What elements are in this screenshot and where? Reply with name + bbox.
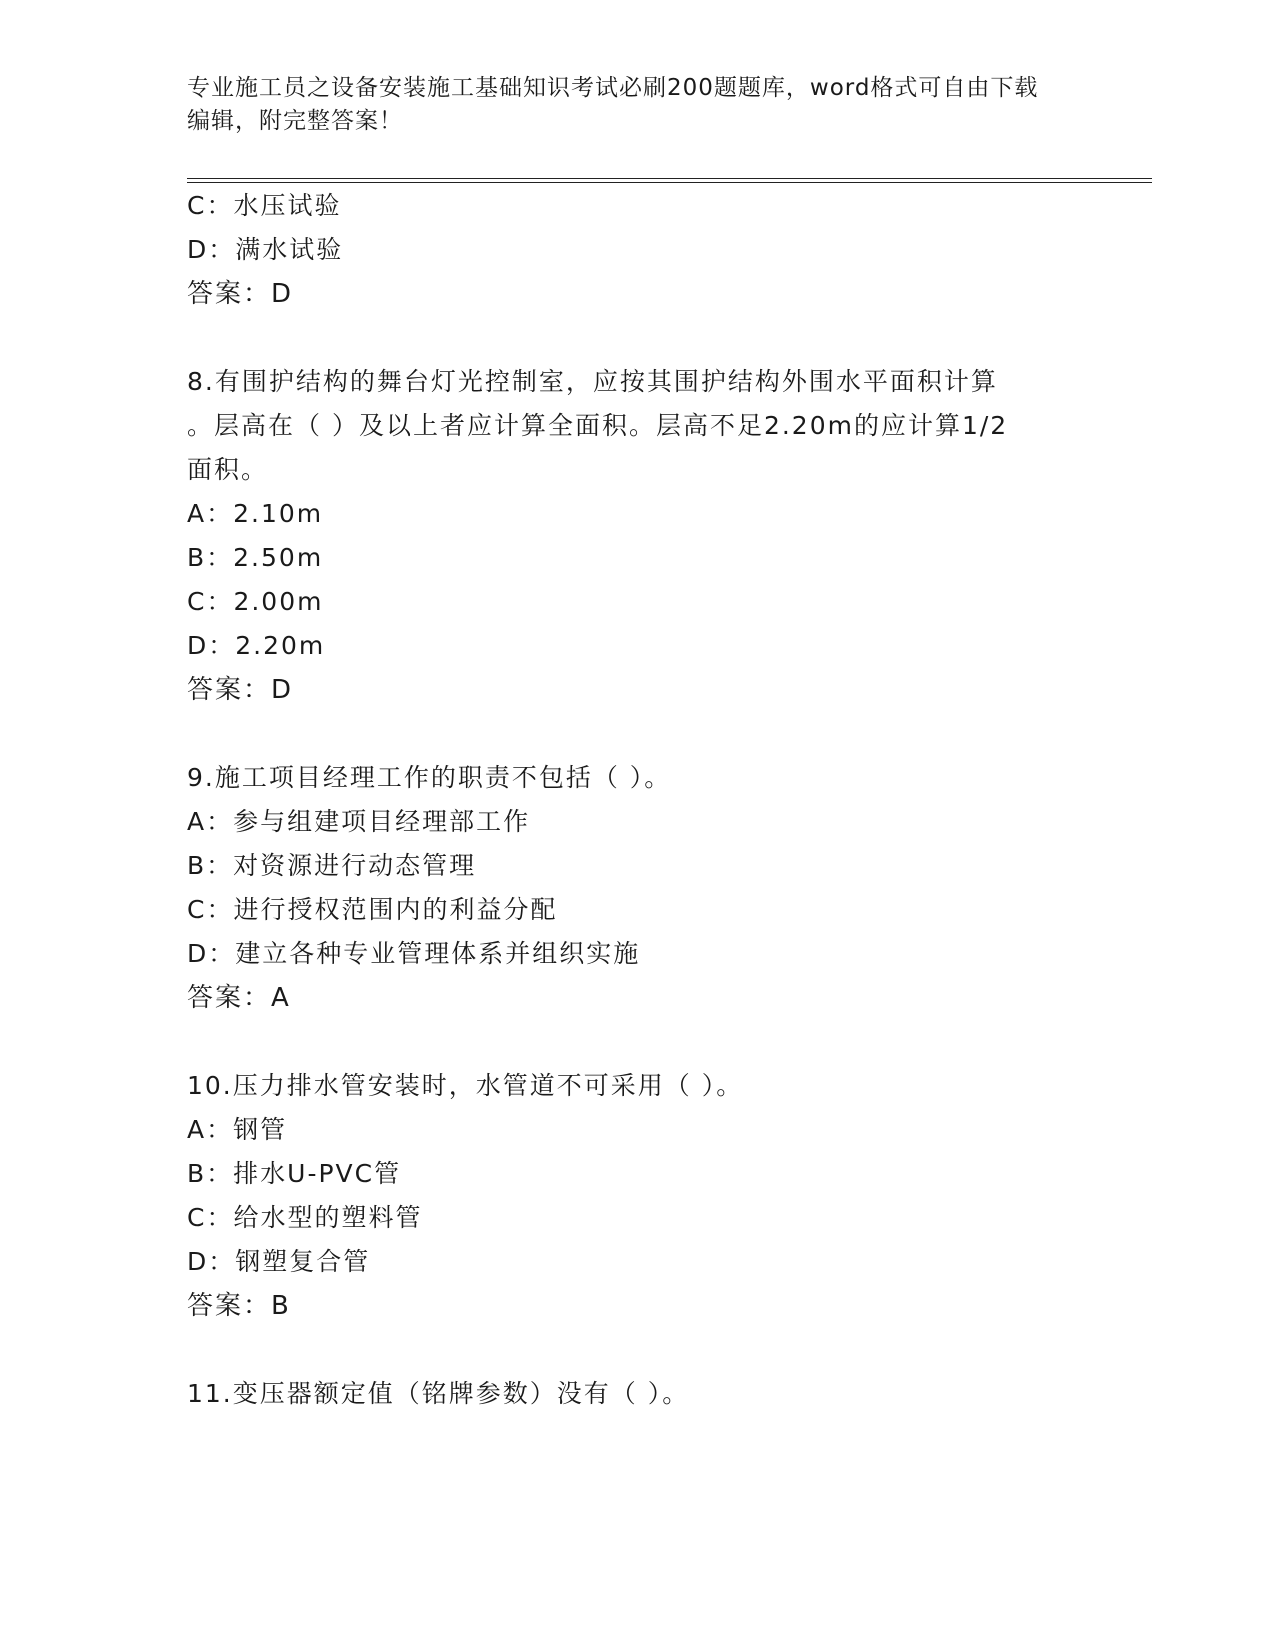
q10-answer: 答案：B — [187, 1291, 291, 1321]
header-line-2: 编辑，附完整答案！ — [187, 108, 403, 134]
q10-option-a: A：钢管 — [187, 1115, 288, 1144]
q8-option-c: C：2.00m — [187, 587, 324, 616]
q9-answer: 答案：A — [187, 983, 291, 1013]
q8-answer: 答案：D — [187, 675, 294, 705]
q10-option-b: B：排水U-PVC管 — [187, 1159, 402, 1188]
q9-option-a: A：参与组建项目经理部工作 — [187, 807, 531, 836]
q7-answer: 答案：D — [187, 279, 294, 309]
q8-option-b: B：2.50m — [187, 543, 324, 572]
q9-option-c: C：进行授权范围内的利益分配 — [187, 895, 558, 924]
q9-option-b: B：对资源进行动态管理 — [187, 851, 477, 880]
page-header — [187, 72, 1067, 138]
q11-stem: 11.变压器额定值（铭牌参数）没有（ ）。 — [187, 1379, 690, 1408]
q8-stem-line-2: 。层高在（ ）及以上者应计算全面积。层高不足2.20m的应计算1/2 — [187, 411, 1009, 440]
q8-stem-line-3: 面积。 — [187, 455, 269, 484]
q10-stem: 10.压力排水管安装时，水管道不可采用（ ）。 — [187, 1071, 744, 1100]
header-divider-bottom — [187, 182, 1152, 183]
q7-option-d: D：满水试验 — [187, 235, 344, 264]
q8-option-d: D：2.20m — [187, 631, 326, 660]
q8-option-a: A：2.10m — [187, 499, 324, 528]
q10-option-c: C：给水型的塑料管 — [187, 1203, 423, 1232]
q10-option-d: D：钢塑复合管 — [187, 1247, 371, 1276]
q7-option-c: C：水压试验 — [187, 191, 342, 220]
q9-option-d: D：建立各种专业管理体系并组织实施 — [187, 939, 641, 968]
header-line-1: 专业施工员之设备安装施工基础知识考试必刷200题题库，word格式可自由下载 — [187, 75, 1039, 101]
q9-stem: 9.施工项目经理工作的职责不包括（ ）。 — [187, 763, 672, 792]
q8-stem-line-1: 8.有围护结构的舞台灯光控制室，应按其围护结构外围水平面积计算 — [187, 367, 998, 396]
header-divider-top — [187, 178, 1152, 179]
